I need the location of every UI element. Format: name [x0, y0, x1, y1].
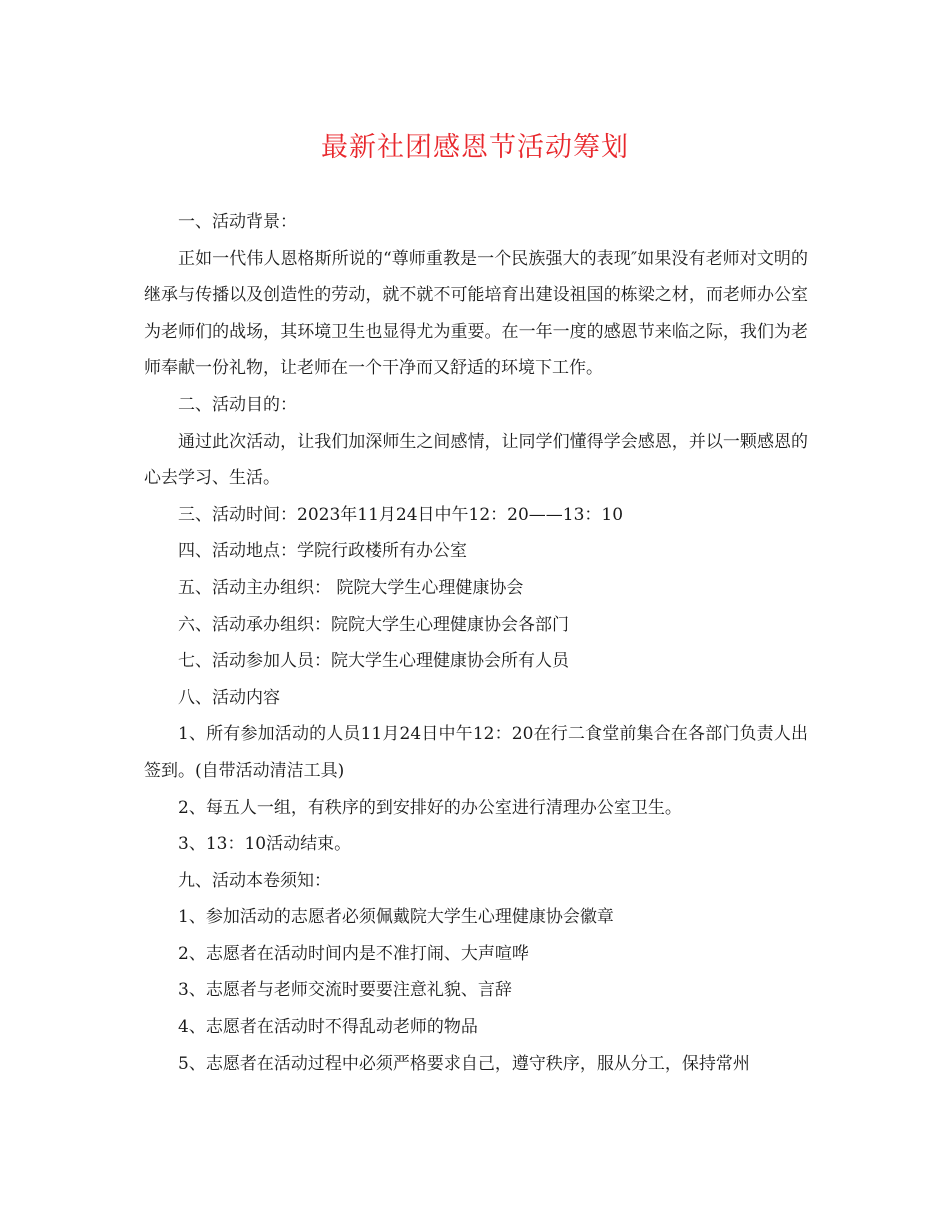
- paragraph-notice-item-4: 4、志愿者在活动时不得乱动老师的物品: [178, 1017, 478, 1038]
- paragraph-notice-item-5: 5、志愿者在活动过程中必须严格要求自己，遵守秩序，服从分工，保持常州: [178, 1053, 750, 1074]
- paragraph-co-organizer: 六、活动承办组织：院院大学生心理健康协会各部门: [178, 614, 569, 635]
- paragraph-notice-item-2: 2、志愿者在活动时间内是不准打闹、大声喧哗: [178, 943, 529, 964]
- paragraph-content-item-1: 1、所有参加活动的人员11月24日中午12：20在行二食堂前集合在各部门负责人出签到。(自带活动清洁工具): [144, 724, 808, 781]
- paragraph-organizer: 五、活动主办组织： 院院大学生心理健康协会: [178, 577, 524, 598]
- paragraph-notice-item-1: 1、参加活动的志愿者必须佩戴院大学生心理健康协会徽章: [178, 907, 614, 928]
- paragraph-background-heading: 一、活动背景：: [178, 212, 297, 232]
- paragraph-notice-item-3: 3、志愿者与老师交流时要要注意礼貌、言辞: [178, 980, 512, 1001]
- paragraph-purpose-heading: 二、活动目的：: [178, 394, 297, 415]
- paragraph-background-text: 正如一代伟人恩格斯所说的“尊师重教是一个民族强大的表现″如果没有老师对文明的继承与传播以及创造性的劳动，就不就不可能培育出建设祖国的栋梁之材，而老师办公室为老师们的战场，其环境卫生也显得尤为重要。在一年一度的感恩节来临之际，我们为老师奉献一份礼物，让老师在一个干净而又舒适的环境下工作。: [144, 248, 808, 379]
- document-title: 最新社团感恩节活动筹划: [321, 132, 629, 163]
- paragraph-notice-heading: 九、活动本卷须知：: [178, 870, 331, 891]
- paragraph-content-item-3: 3、13：10活动结束。: [178, 834, 352, 855]
- paragraph-location: 四、活动地点：学院行政楼所有办公室: [178, 541, 467, 562]
- paragraph-content-heading: 八、活动内容: [178, 687, 280, 708]
- paragraph-content-item-2: 2、每五人一组，有秩序的到安排好的办公室进行清理办公室卫生。: [178, 797, 682, 818]
- paragraph-purpose-text: 通过此次活动，让我们加深师生之间感情，让同学们懂得学会感恩，并以一颗感恩的心去学习、生活。: [144, 431, 808, 489]
- document-body: [144, 204, 808, 1082]
- paragraph-participants: 七、活动参加人员：院大学生心理健康协会所有人员: [178, 651, 569, 672]
- paragraph-time: 三、活动时间：2023年11月24日中午12：20——13：10: [178, 504, 624, 525]
